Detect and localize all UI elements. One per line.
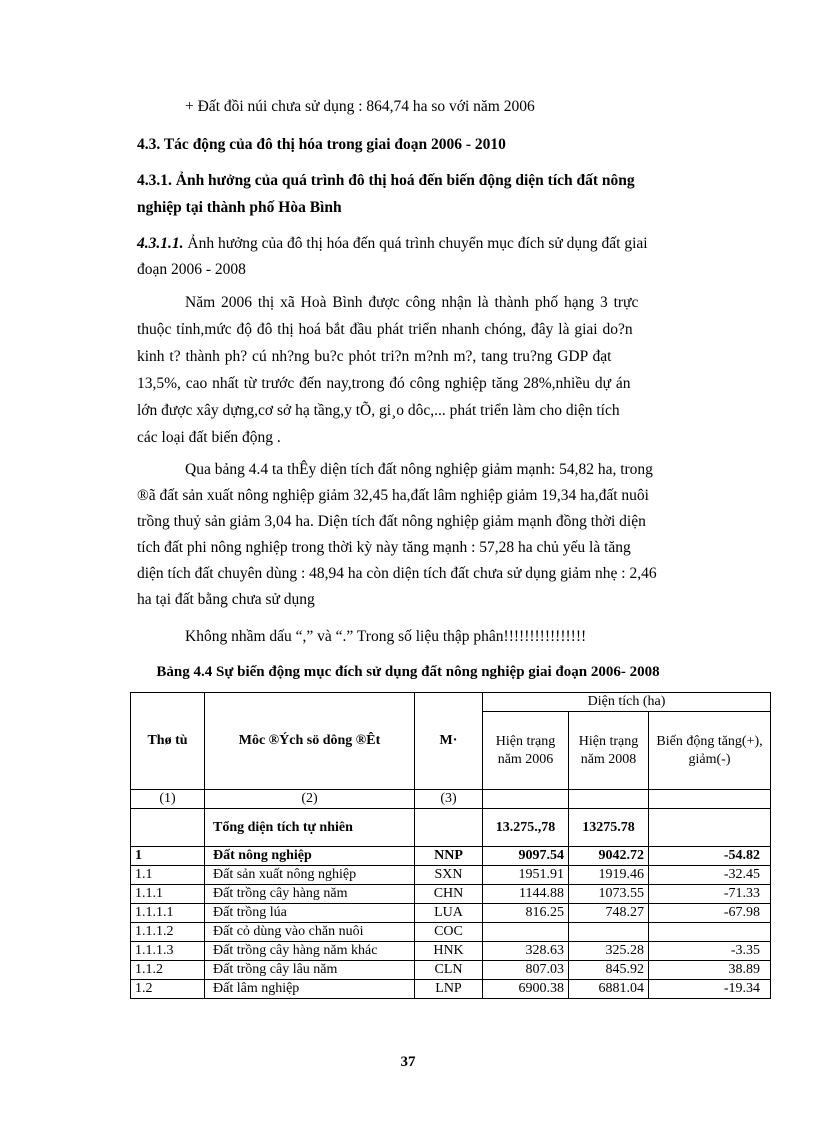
row-stt: 1.1.1.2	[131, 923, 205, 942]
row-stt: 1.1	[131, 866, 205, 885]
row-name: Đất sản xuất nông nghiệp	[205, 866, 415, 885]
row-code: COC	[415, 923, 483, 942]
row-code: SXN	[415, 866, 483, 885]
empty-cell	[131, 809, 205, 847]
subsubsection-number: 4.3.1.1.	[137, 235, 184, 252]
row-change: -71.33	[649, 885, 771, 904]
subsection-heading: 4.3.1. Ảnh hưởng của quá trình đô thị hoá đến biến động diện tích đất nông	[137, 172, 635, 189]
row-code: LUA	[415, 904, 483, 923]
row-name: Đất trồng cây hàng năm khác	[205, 942, 415, 961]
empty-cell	[483, 790, 569, 809]
table-row	[131, 961, 771, 980]
row-change: 38.89	[649, 961, 771, 980]
row-2006	[483, 923, 569, 942]
paragraph-line: Năm 2006 thị xã Hoà Bình được công nhận là thành phố hạng 3 trực	[185, 294, 639, 311]
paragraph-line: 13,5%, cao nhất từ trước đến nay,trong đó công nghiệp tăng 28%,nhiều dự án	[137, 375, 631, 392]
row-name: Đất cỏ dùng vào chăn nuôi	[205, 923, 415, 942]
paragraph-line: thuộc tỉnh,mức độ đô thị hoá bắt đầu phát triển nhanh chóng, đây là giai do?n	[137, 321, 633, 338]
row-2008: 845.92	[569, 961, 649, 980]
total-2008: 13275.78	[569, 809, 649, 847]
subsection-heading-cont: nghiệp tại thành phố Hòa Bình	[137, 199, 342, 216]
paragraph-line: kinh t? thành ph? cú nh?ng bu?c phỏt tri?n m?nh m?, tang tru?ng GDP đạt	[137, 348, 612, 365]
row-name: Đất trồng lúa	[205, 904, 415, 923]
note-line: Không nhầm dấu “,” và “.” Trong số liệu thập phân!!!!!!!!!!!!!!!!	[185, 628, 587, 645]
section-heading: 4.3. Tác động của đô thị hóa trong giai đoạn 2006 - 2010	[137, 136, 506, 153]
table-row	[131, 980, 771, 999]
row-change: -32.45	[649, 866, 771, 885]
index-cell: (1)	[131, 790, 205, 809]
paragraph-line: Qua bảng 4.4 ta thÊy diện tích đất nông nghiệp giảm mạnh: 54,82 ha, trong	[185, 461, 653, 478]
header-2008: Hiện trạng năm 2008	[569, 712, 649, 790]
subsubsection-title: Ảnh hưởng của đô thị hóa đến quá trình chuyển mục đích sử dụng đất giai	[183, 235, 648, 252]
row-name: Đất trồng cây lâu năm	[205, 961, 415, 980]
empty-cell	[649, 809, 771, 847]
paragraph-line: diện tích đất chuyên dùng : 48,94 ha còn diện tích đất chưa sử dụng giảm nhẹ : 2,46	[137, 565, 657, 582]
header-dien-tich: Diện tích (ha)	[483, 693, 771, 712]
row-2008: 748.27	[569, 904, 649, 923]
row-change: -3.35	[649, 942, 771, 961]
paragraph-line: ha tại đất bằng chưa sử dụng	[137, 591, 315, 608]
row-name: Đất lâm nghiệp	[205, 980, 415, 999]
row-2008	[569, 923, 649, 942]
row-2008: 6881.04	[569, 980, 649, 999]
land-use-table	[130, 692, 771, 999]
header-muc-dich: Môc ®Ých sö dông ®Êt	[205, 693, 415, 790]
empty-cell	[649, 790, 771, 809]
row-2006: 1144.88	[483, 885, 569, 904]
page-number: 37	[400, 1054, 416, 1070]
row-2006: 328.63	[483, 942, 569, 961]
index-cell: (2)	[205, 790, 415, 809]
row-code: HNK	[415, 942, 483, 961]
row-change: -54.82	[649, 847, 771, 866]
row-2008: 9042.72	[569, 847, 649, 866]
empty-cell	[569, 790, 649, 809]
paragraph-line: lớn được xây dựng,cơ sở hạ tầng,y tÕ, gi¸o dôc,... phát triển làm cho diện tích	[137, 402, 620, 419]
row-2008: 1073.55	[569, 885, 649, 904]
paragraph-line: ®ã đất sản xuất nông nghiệp giảm 32,45 ha,đất lâm nghiệp giảm 19,34 ha,đất nuôi	[137, 487, 649, 504]
row-code: CHN	[415, 885, 483, 904]
row-2006: 6900.38	[483, 980, 569, 999]
row-stt: 1.1.2	[131, 961, 205, 980]
table-row	[131, 866, 771, 885]
row-code: NNP	[415, 847, 483, 866]
total-label: Tổng diện tích tự nhiên	[205, 809, 415, 847]
header-bien-dong: Biến động tăng(+), giảm(-)	[649, 712, 771, 790]
table-caption: Bảng 4.4 Sự biến động mục đích sử dụng đất nông nghiệp giai đoạn 2006- 2008	[156, 664, 660, 680]
header-ma: M·	[415, 693, 483, 790]
row-2008: 1919.46	[569, 866, 649, 885]
row-code: LNP	[415, 980, 483, 999]
row-stt: 1.1.1	[131, 885, 205, 904]
row-name: Đất nông nghiệp	[205, 847, 415, 866]
row-stt: 1.1.1.1	[131, 904, 205, 923]
row-change	[649, 923, 771, 942]
table-row	[131, 923, 771, 942]
table-row	[131, 847, 771, 866]
row-2006: 1951.91	[483, 866, 569, 885]
row-2008: 325.28	[569, 942, 649, 961]
paragraph-line: trồng thuỷ sản giảm 3,04 ha. Diện tích đất nông nghiệp giảm mạnh đồng thời diện	[137, 513, 646, 530]
index-cell: (3)	[415, 790, 483, 809]
row-2006: 807.03	[483, 961, 569, 980]
row-stt: 1.2	[131, 980, 205, 999]
paragraph-line: các loại đất biến động .	[137, 429, 281, 446]
table-row	[131, 885, 771, 904]
row-2006: 9097.54	[483, 847, 569, 866]
table-row	[131, 904, 771, 923]
subsubsection-heading	[137, 235, 648, 253]
text-line: + Đất đồi núi chưa sử dụng : 864,74 ha so với năm 2006	[185, 98, 535, 115]
row-change: -19.34	[649, 980, 771, 999]
header-2006: Hiện trạng năm 2006	[483, 712, 569, 790]
table-row	[131, 942, 771, 961]
row-name: Đất trồng cây hàng năm	[205, 885, 415, 904]
paragraph-line: tích đất phi nông nghiệp trong thời kỳ này tăng mạnh : 57,28 ha chủ yếu là tăng	[137, 539, 631, 556]
row-stt: 1.1.1.3	[131, 942, 205, 961]
row-stt: 1	[131, 847, 205, 866]
row-code: CLN	[415, 961, 483, 980]
total-2006: 13.275.,78	[483, 809, 569, 847]
header-stt: Thø tù	[131, 693, 205, 790]
row-change: -67.98	[649, 904, 771, 923]
empty-cell	[415, 809, 483, 847]
subsubsection-heading-cont: đoạn 2006 - 2008	[137, 261, 246, 278]
row-2006: 816.25	[483, 904, 569, 923]
